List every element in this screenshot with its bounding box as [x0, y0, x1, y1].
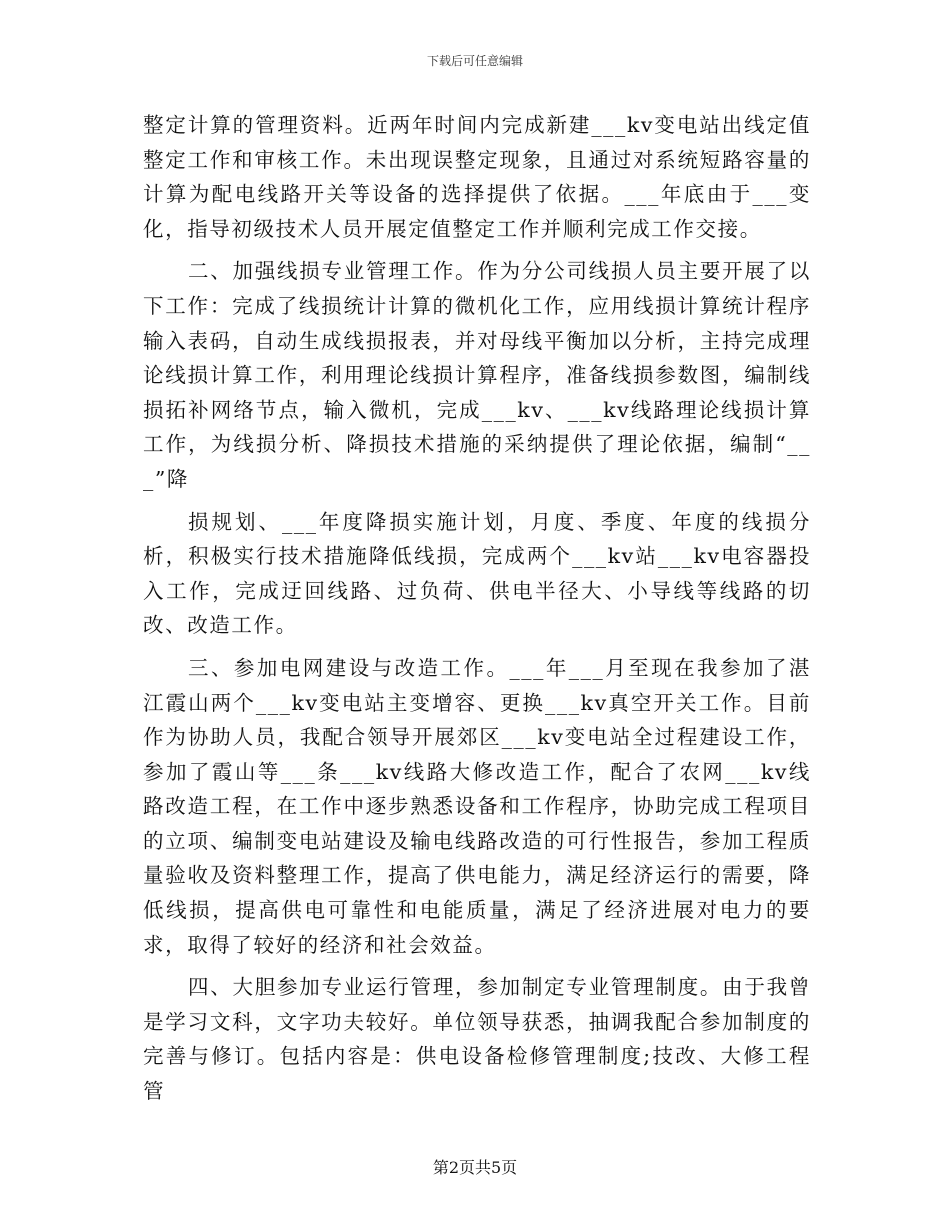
document-body	[143, 108, 811, 1109]
paragraph-continuation: 整定计算的管理资料。近两年时间内完成新建___kv变电站出线定值整定工作和审核工作。未出现误整定现象，且通过对系统短路容量的计算为配电线路开关等设备的选择提供了依据。___年底由于___变化，指导初级技术人员开展定值整定工作并顺利完成工作交接。	[143, 113, 811, 241]
paragraph-loss-planning: 损规划、___年度降损实施计划，月度、季度、年度的线损分析，积极实行技术措施降低线损，完成两个___kv站___kv电容器投入工作，完成迂回线路、过负荷、供电半径大、小导线等线路的切改、改造工作。	[143, 509, 811, 638]
paragraph-operation-management: 四、大胆参加专业运行管理，参加制定专业管理制度。由于我曾是学习文科，文字功夫较好。单位领导获悉，抽调我配合参加制度的完善与修订。包括内容是：供电设备检修管理制度;技改、大修工程管	[143, 975, 811, 1104]
paragraph-line-loss: 二、加强线损专业管理工作。作为分公司线损人员主要开展了以下工作：完成了线损统计计算的微机化工作，应用线损计算统计程序输入表码，自动生成线损报表，并对母线平衡加以分析，主持完成理论线损计算工作，利用理论线损计算程序，准备线损参数图，编制线损拓补网络节点，输入微机，完成___kv、___kv线路理论线损计算工作，为线损分析、降损技术措施的采纳提供了理论依据，编制“___”降	[143, 259, 811, 491]
page-number: 第2页共5页	[432, 1158, 518, 1177]
paragraph-grid-construction: 三、参加电网建设与改造工作。___年___月至现在我参加了湛江霞山两个___kv变电站主变增容、更换___kv真空开关工作。目前作为协助人员，我配合领导开展郊区___kv变电站全过程建设工作，参加了霞山等___条___kv线路大修改造工作，配合了农网___kv线路改造工程，在工作中逐步熟悉设备和工作程序，协助完成工程项目的立项、编制变电站建设及输电线路改造的可行性报告，参加工程质量验收及资料整理工作，提高了供电能力，满足经济运行的需要，降低线损，提高供电可靠性和电能质量，满足了经济进展对电力的要求，取得了较好的经济和社会效益。	[143, 655, 811, 957]
page-header: 下载后可任意编辑	[426, 54, 523, 68]
